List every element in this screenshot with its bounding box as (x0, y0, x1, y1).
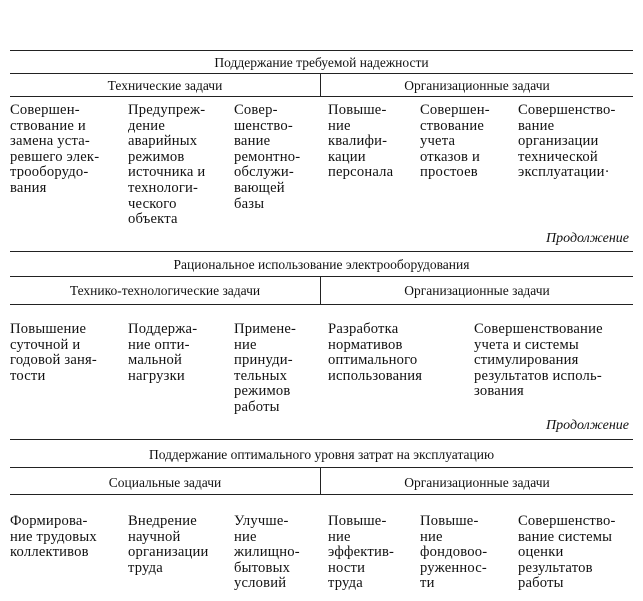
section-1-group-rule (10, 96, 633, 97)
section-1-cell-2: Предупреж- дение аварийных режимов источника и технологи- ческого объекта (128, 102, 206, 228)
section-3-top-rule (10, 439, 633, 440)
section-2-group-divider (320, 276, 321, 304)
section-2-cell-4: Разработка нормативов оптимального использования (328, 321, 423, 384)
section-3-cell-6: Совершенство- вание системы оценки результатов работы (518, 513, 616, 592)
section-3-group-divider (320, 467, 321, 494)
section-1-title: Поддержание требуемой надежности (214, 55, 429, 70)
section-2-top-rule (10, 251, 633, 252)
section-2-cell-1: Повышение суточной и годовой заня- тости (10, 321, 97, 384)
section-2-continuation: Продолжение (546, 418, 629, 433)
section-3-cell-5: Повыше- ние фондовоо- руженнос- ти (420, 513, 488, 592)
section-1-continuation: Продолжение (546, 231, 629, 246)
section-1-cell-4: Повыше- ние квалифи- кации персонала (328, 102, 394, 181)
section-2-group-rule (10, 304, 633, 305)
section-1-top-rule (10, 50, 633, 51)
section-2-cell-5: Совершенствование учета и системы стимулирования результатов исполь- зования (474, 321, 603, 400)
section-2-group-organizational: Организационные задачи (404, 283, 550, 298)
section-1-group-technical: Технические задачи (107, 78, 223, 93)
section-2-group-technological: Технико-технологические задачи (69, 283, 261, 298)
section-2-title: Рациональное использование электрооборудования (173, 257, 470, 272)
section-1-cell-6: Совершенство- вание организации технической эксплуатации· (518, 102, 616, 181)
section-1-cell-3: Совер- шенство- вание ремонтно- обслужи- вающей базы (234, 102, 301, 212)
section-2-cell-3: Примене- ние принуди- тельных режимов работы (234, 321, 297, 415)
section-3-group-social: Социальные задачи (108, 475, 222, 490)
section-1-group-divider (320, 73, 321, 96)
section-2-title-rule (10, 276, 633, 277)
section-3-group-rule (10, 494, 633, 495)
section-1-title-rule (10, 73, 633, 74)
section-3-cell-3: Улучше- ние жилищно- бытовых условий (234, 513, 300, 592)
section-3-cell-2: Внедрение научной организации труда (128, 513, 209, 576)
section-3-cell-4: Повыше- ние эффектив- ности труда (328, 513, 395, 592)
section-1-group-organizational: Организационные задачи (404, 78, 550, 93)
section-3-group-organizational: Организационные задачи (404, 475, 550, 490)
section-2-cell-2: Поддержа- ние опти- мальной нагрузки (128, 321, 198, 384)
section-3-cell-1: Формирова- ние трудовых коллективов (10, 513, 97, 561)
section-3-title: Поддержание оптимального уровня затрат на эксплуатацию (148, 447, 495, 462)
section-1-cell-5: Совершен- ствование учета отказов и простоев (420, 102, 490, 181)
section-1-cell-1: Совершен- ствование и замена уста- ревшего элек- трооборудо- вания (10, 102, 100, 196)
section-3-title-rule (10, 467, 633, 468)
